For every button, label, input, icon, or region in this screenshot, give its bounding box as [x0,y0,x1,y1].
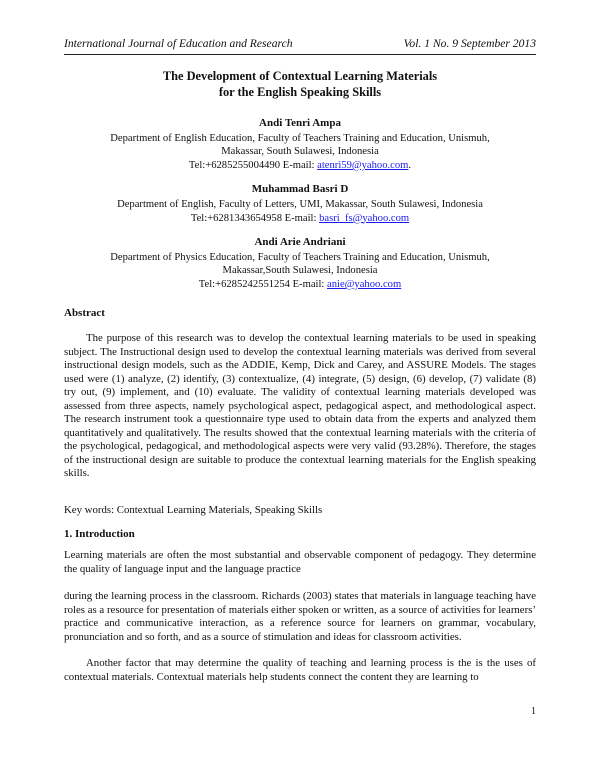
author-contact-trail: . [408,159,412,171]
author-affiliation: Department of English Education, Faculty of Teachers Training and Education, Unismuh, [110,132,490,144]
author-affiliation-location: Makassar, South Sulawesi, Indonesia [221,146,379,158]
title-line-2: for the English Speaking Skills [218,85,382,99]
abstract-heading: Abstract [64,307,105,319]
author-phone: Tel:+6281343654958 E-mail: [190,212,320,224]
journal-name: International Journal of Education and Research [64,37,293,50]
paper-title [64,68,536,100]
volume-info: Vol. 1 No. 9 September 2013 [403,37,536,50]
page-number: 1 [531,706,536,717]
author-block-2 [55,183,545,225]
author-name: Muhammad Basri D [251,183,349,196]
author-email-link[interactable]: anie@yahoo.com [327,278,402,290]
author-affiliation: Department of Physics Education, Faculty of Teachers Training and Education, Unismuh, [110,251,490,263]
running-header [64,37,536,55]
author-list [55,117,545,303]
author-contact [55,212,545,226]
author-affiliation-location: Makassar,South Sulawesi, Indonesia [222,265,378,277]
author-affiliation: Department of English, Faculty of Letters, UMI, Makassar, South Sulawesi, Indonesia [117,198,483,210]
section-heading-introduction: 1. Introduction [64,528,135,540]
intro-paragraph-3: Another factor that may determine the quality of teaching and learning process is the is the uses of contextual materials. Contextual materials help students connect the content they are learning to [64,657,536,683]
author-phone: Tel:+6285255004490 E-mail: [188,159,318,171]
author-email-link[interactable]: basri_fs@yahoo.com [319,212,410,224]
abstract-text: The purpose of this research was to develop the contextual learning materials to be used in speaking subject. The Instructional design used to develop the contextual learning materials was derived from several instructional design models, such as the ADDIE, Kemp, Dick and Carey, and ASSURE Models. The stages used were (1) analyze, (2) identify, (3) contextualize, (4) integrate, (5) design, (6) develop, (7) validate (8) try out, (9) implement, and (10) evaluate. The validity of contextual learning materials developed was assessed from three aspects, namely psychological aspect, pedagogical aspect, and methodological aspect. The research instrument took a questionnaire type used to obtain data from the experts and analyzed them quantitatively and qualitatively. The results showed that the contextual learning materials with the criteria of the psychological, pedagogical, and methodological aspects were very valid (93.28%). Therefore, the stages of the instructional design are suitable to produce the contextual learning materials for the English speaking skills. [64,332,536,479]
author-block-1 [55,117,545,172]
author-email-link[interactable]: atenri59@yahoo.com [317,159,409,171]
author-name: Andi Tenri Ampa [259,117,341,129]
author-block-3 [55,236,545,291]
keywords: Key words: Contextual Learning Materials, Speaking Skills [64,504,323,516]
author-contact [55,159,545,173]
author-phone: Tel:+6285242551254 E-mail: [198,278,328,290]
author-name: Andi Arie Andriani [254,236,346,249]
author-contact [55,278,545,292]
title-line-1: The Development of Contextual Learning Materials [162,69,438,83]
intro-paragraph-1: Learning materials are often the most substantial and observable component of pedagogy. They determine the quality of language input and the language practice [64,549,536,575]
intro-paragraph-2: during the learning process in the classroom. Richards (2003) states that materials in language teaching have roles as a resource for presentation of materials either spoken or written, as a source of activities for learners’ practice and communicative interaction, as a reference source for learners on grammar, vocabulary, pronunciation and so forth, and as a source of stimulation and ideas for classroom activities. [64,590,536,643]
